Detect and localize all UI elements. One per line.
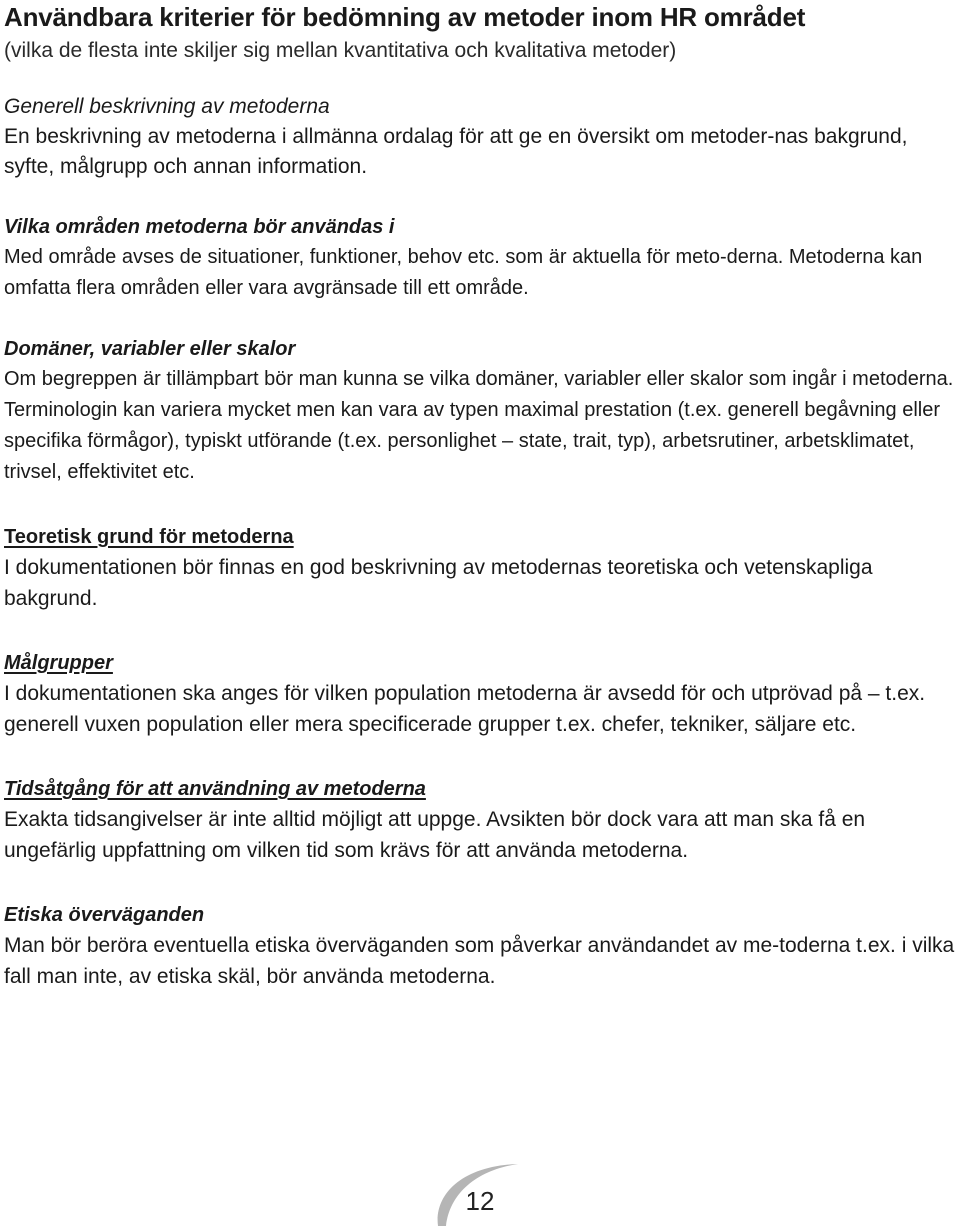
section-tidsatgang bbox=[4, 774, 956, 866]
document-title: Användbara kriterier för bedömning av metoder inom HR området bbox=[4, 2, 806, 32]
section-heading: Etiska överväganden bbox=[4, 904, 205, 926]
section-body: Exakta tidsangivelser är inte alltid möjligt att uppge. Avsikten bör dock vara att man ska få en ungefärlig uppfattning om vilken tid som krävs för att använda metoderna. bbox=[4, 808, 866, 862]
section-body: Med område avses de situationer, funktioner, behov etc. som är aktuella för meto-derna. Metoderna kan omfatta flera områden eller vara avgränsade till ett område. bbox=[4, 246, 923, 299]
section-teoretisk-grund bbox=[4, 522, 956, 614]
document-subtitle: (vilka de flesta inte skiljer sig mellan kvantitativa och kvalitativa metoder) bbox=[4, 39, 677, 62]
section-body: Man bör beröra eventuella etiska överväganden som påverkar användandet av me-toderna t.ex. i vilka fall man inte, av etiska skäl, bör använda metoderna. bbox=[4, 934, 955, 988]
section-domaner-variabler bbox=[4, 334, 956, 488]
section-body: En beskrivning av metoderna i allmänna ordalag för att ge en översikt om metoder-nas bakgrund, syfte, målgrupp och annan information. bbox=[4, 125, 908, 178]
section-body: I dokumentationen bör finnas en god beskrivning av metodernas teoretiska och vetenskapliga bakgrund. bbox=[4, 556, 873, 610]
document-page bbox=[4, 0, 956, 992]
page-number: 12 bbox=[465, 1186, 495, 1216]
section-generell-beskrivning bbox=[4, 92, 956, 182]
section-body: I dokumentationen ska anges för vilken population metoderna är avsedd för och utprövad på – t.ex. generell vuxen population eller mera specificerade grupper t.ex. chefer, tekniker, säljare etc. bbox=[4, 682, 926, 736]
section-heading: Generell beskrivning av metoderna bbox=[4, 95, 330, 118]
page-footer bbox=[420, 1160, 540, 1226]
section-heading: Tidsåtgång för att användning av metoderna bbox=[4, 778, 426, 800]
section-body: Om begreppen är tillämpbart bör man kunna se vilka domäner, variabler eller skalor som ingår i metoderna. Terminologin kan variera mycket men kan vara av typen maximal prestation (t.ex. generell begåvning eller specifika förmågor), typiskt utförande (t.ex. personlighet – state, trait, typ), arbetsrutiner, arbetsklimatet, trivsel, effektivitet etc. bbox=[4, 368, 954, 483]
section-malgrupper bbox=[4, 648, 956, 740]
section-heading: Teoretisk grund för metoderna bbox=[4, 526, 294, 548]
section-heading: Målgrupper bbox=[4, 652, 113, 674]
section-heading: Vilka områden metoderna bör användas i bbox=[4, 216, 395, 238]
section-heading: Domäner, variabler eller skalor bbox=[4, 338, 296, 360]
section-etiska-overvaganden bbox=[4, 900, 956, 992]
section-vilka-omraden bbox=[4, 212, 956, 304]
